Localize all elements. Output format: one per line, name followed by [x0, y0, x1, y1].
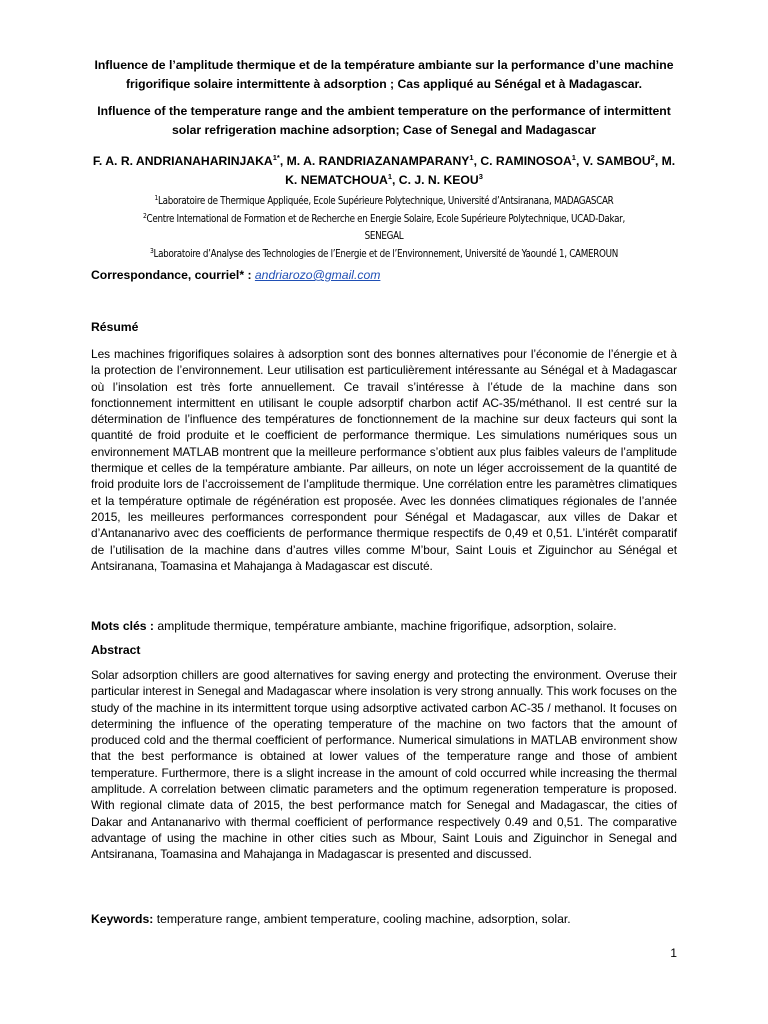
title-french: Influence de l’amplitude thermique et de la température ambiante sur la performance d’une machine frigorifique solaire intermittente à adsorption ; Cas appliqué au Sénégal et à Madagascar. — [94, 58, 674, 91]
author-separator: , — [391, 173, 399, 187]
author: V. SAMBOU — [582, 154, 651, 168]
mots-cles-text: amplitude thermique, température ambiante, machine frigorifique, adsorption, solaire. — [157, 619, 617, 633]
resume-heading: Résumé — [91, 320, 139, 334]
affiliation-number: 3 — [149, 246, 154, 255]
author-separator: , — [279, 154, 287, 168]
keywords-text: temperature range, ambient temperature, cooling machine, adsorption, solar. — [156, 912, 571, 926]
author: C. J. N. KEOU — [398, 173, 479, 187]
correspondence-label: Correspondance, courriel* : — [91, 268, 255, 282]
correspondence — [91, 266, 380, 285]
author-affiliation-mark: 1 — [469, 153, 474, 162]
affiliation-list — [123, 193, 646, 263]
author-affiliation-mark: 1* — [272, 153, 280, 162]
affiliation-number: 1 — [154, 194, 159, 202]
page-number: 1 — [670, 946, 677, 960]
author-affiliation-mark: 1 — [571, 153, 576, 162]
author: M. A. RANDRIAZANAMPARANY — [286, 154, 470, 168]
abstract-paragraph: Solar adsorption chillers are good alternatives for saving energy and protecting the environment. Overuse their particular interest in Senegal and Madagascar where insolation is very strong annually. This work focuses on the study of the machine in its intermittent torque using adsorptive activated carbon AC-35 / methanol. It focuses on determining the influence of the operating temperature of the machine on two factors that the amount of produced cold and the thermal coefficient of performance. Numerical simulations in MATLAB environment show that the best performance is obtained at lower values of the temperature range and those of ambient temperature. Furthermore, there is a slight increase in the amount of cold occurred while increasing the thermal amplitude. A correlation between climatic parameters and the optimum regeneration temperature is proposed. With regional climate data of 2015, the best performance match for Senegal and Madagascar, the cities of Dakar and Antananarivo with thermal coefficient of performance respectively 0.49 and 0,51. The comparative advantage of using the machine in other cities such as Mbour, Saint Louis and Ziguinchor in Senegal and Antsiranana, Toamasina and Mahajanga in Madagascar is presented and discussed. — [91, 668, 677, 862]
email-link[interactable]: andriarozo@gmail.com — [254, 268, 381, 282]
affiliation-text: Laboratoire de Thermique Appliquée, Ecole Supérieure Polytechnique, Université d’Antsiranana, MADAGASCAR — [158, 196, 614, 207]
author-affiliation-mark: 3 — [478, 172, 483, 181]
affiliation — [123, 246, 646, 264]
affiliation-text: Centre International de Formation et de Recherche en Energie Solaire, Ecole Supérieure Polytechnique, UCAD-Dakar, SENEGAL — [146, 213, 625, 242]
keywords-label: Keywords: — [91, 912, 157, 926]
title-english: Influence of the temperature range and the ambient temperature on the performance of intermittent solar refrigeration machine adsorption; Case of Senegal and Madagascar — [97, 104, 671, 137]
author-separator: , — [473, 154, 481, 168]
author: F. A. R. ANDRIANAHARINJAKA — [92, 154, 273, 168]
author-separator: , — [575, 154, 583, 168]
author-list — [90, 152, 678, 190]
affiliation-text: Laboratoire d’Analyse des Technologies de l’Energie et de l’Environnement, Université de Yaoundé 1, CAMEROUN — [153, 248, 618, 260]
mots-cles-label: Mots clés : — [91, 619, 158, 633]
resume-paragraph: Les machines frigorifiques solaires à adsorption sont des bonnes alternatives pour l’économie de l’énergie et à la protection de l’environnement. Leur utilisation est particulièrement intéressante au Sénégal et à Madagascar où l’insolation est très forte annuellement. Ce travail s’intéresse à l’étude de la machine dans son fonctionnement intermittent en utilisant le couple adsorptif charbon actif AC-35/méthanol. Il est centré sur la détermination de l’influence des températures de fonctionnement de la machine sur deux facteurs qui sont la quantité de froid produite et le coefficient de performance thermique. Les simulations numériques sous un environnement MATLAB montrent que la meilleure performance s’obtient aux plus faibles valeurs de l’amplitude thermique et celles de la température ambiante. Par ailleurs, on note un léger accroissement de la quantité de froid produite lors de l’accroissement de l’amplitude thermique. Une corrélation entre les paramètres climatiques et la température optimale de régénération est proposée. Avec les données climatiques régionales de l’année 2015, les meilleures performances correspondent pour Sénégal et Madagascar, aux villes de Dakar et d’Antananarivo avec des coefficients de performance thermique respectifs de 0,49 et 0,51. L’intérêt comparatif de l’utilisation de la machine dans d’autres villes comme M’bour, Saint Louis et Ziguinchor au Sénégal et Antsiranana, Toamasina et Mahajanga à Madagascar est discuté. — [91, 347, 677, 573]
author-affiliation-mark: 2 — [650, 153, 655, 162]
author: M. K. NEMATCHOUA — [285, 154, 676, 187]
mots-cles — [91, 617, 677, 636]
affiliation — [123, 193, 646, 211]
affiliation-number: 2 — [143, 211, 147, 220]
keywords — [91, 910, 677, 929]
author-affiliation-mark: 1 — [387, 172, 392, 181]
affiliation — [123, 211, 646, 246]
author-separator: , — [654, 154, 662, 168]
abstract-heading: Abstract — [91, 643, 141, 657]
author: C. RAMINOSOA — [480, 154, 572, 168]
